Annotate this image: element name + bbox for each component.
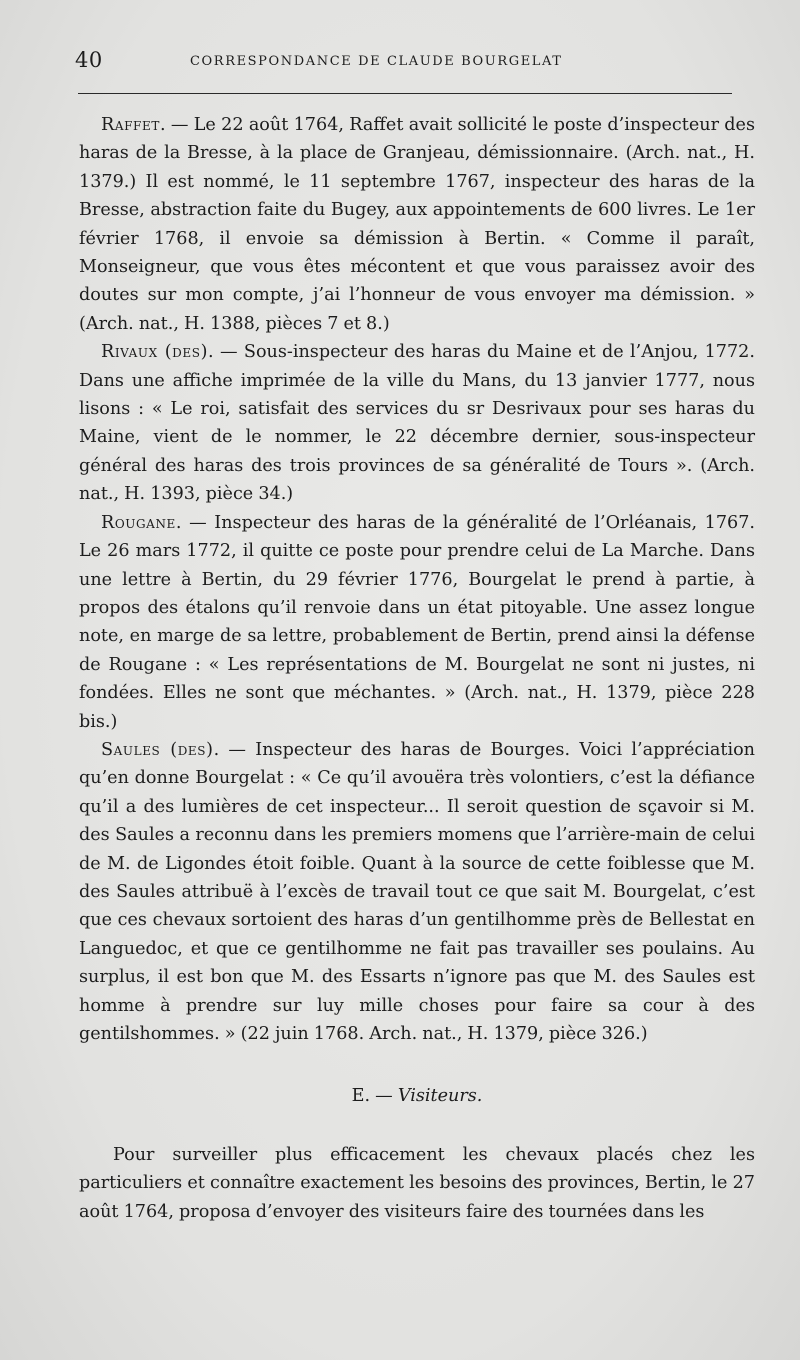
entry-text: . — Le 22 août 1764, Raffet avait sollicité le poste d’inspecteur des haras de la Bresse, à la place de Granjeau, démissionnaire. (Arch. nat., H. 1379.) Il est nommé, le 11 septembre 1767, inspecteur des haras de la Bresse, abstraction faite du Bugey, aux appointements de 600 livres. Le 1er février 1768, il envoie sa démission à Bertin. « Comme il paraît, Monseigneur, que vous êtes mécontent et que vous paraissez avoir des doutes sur mon compte, j’ai l’honneur de vous envoyer ma démission. » (Arch. nat., H. 1388, pièces 7 et 8.) — [79, 115, 755, 334]
page-number: 40 — [75, 48, 103, 72]
header-rule — [78, 93, 732, 94]
section-heading — [79, 1082, 755, 1110]
entry-text: . — Inspecteur des haras de la généralité de l’Orléanais, 1767. Le 26 mars 1772, il quitte ce poste pour prendre celui de La Marche. Dans une lettre à Bertin, du 29 février 1776, Bourgelat le prend à partie, à propos des étalons qu’il renvoie dans un état pitoyable. Une assez longue note, en marge de sa lettre, probablement de Bertin, prend ainsi la défense de Rougane : « Les représentations de M. Bourgelat ne sont ni justes, ni fondées. Elles ne sont que méchantes. » (Arch. nat., H. 1379, pièce 228 bis.) — [79, 512, 755, 732]
closing-paragraph: Pour surveiller plus efficacement les chevaux placés chez les particuliers et connaître exactement les besoins des provinces, Bertin, le 27 août 1764, proposa d’envoyer des visiteurs faire des tournées dans les — [79, 1144, 755, 1222]
entry-rougane — [79, 509, 755, 736]
running-title: CORRESPONDANCE DE CLAUDE BOURGELAT — [190, 54, 563, 69]
section-title: Visiteurs. — [397, 1086, 483, 1107]
page-header — [75, 48, 735, 78]
entry-text: . — Inspecteur des haras de Bourges. Voici l’appréciation qu’en donne Bourgelat : « Ce qu’il avouëra très volontiers, c’est la défiance qu’il a des lumières de cet inspecteur... Il seroit question de sçavoir si M. des Saules a reconnu dans les premiers momens que l’arrière-main de celui de M. de Ligondes étoit foible. Quant à la source de cette foiblesse que M. des Saules attribuë à l’excès de travail tout ce que sait M. Bourgelat, c’est que ces chevaux sortoient des haras d’un gentilhomme près de Bellestat en Languedoc, et que ce gentilhomme ne fait pas travailler ses poulains. Au surplus, il est bon que M. des Essarts n’ignore pas que M. des Saules est homme à prendre sur luy mille choses pour faire sa cour à des gentilshommes. » (22 juin 1768. Arch. nat., H. 1379, pièce 326.) — [79, 739, 756, 1044]
section-letter: E. — — [351, 1086, 393, 1107]
entry-name: Saules (des) — [101, 739, 214, 760]
entry-text: . — Sous-inspecteur des haras du Maine et de l’Anjou, 1772. Dans une affiche imprimée de la ville du Mans, du 13 janvier 1777, nous lisons : « Le roi, satisfait des services du sr Desrivaux pour ses haras du Maine, vient de le nommer, le 22 décembre dernier, sous-inspecteur général des haras des trois provinces de sa généralité de Tours ». (Arch. nat., H. 1393, pièce 34.) — [79, 342, 755, 505]
entry-name: Rougane — [101, 512, 176, 533]
entry-saules — [79, 736, 755, 1048]
entry-raffet — [79, 111, 755, 338]
entry-rivaux — [79, 338, 755, 508]
entry-name: Rivaux (des) — [101, 342, 209, 363]
entry-name: Raffet — [101, 115, 160, 135]
body-text — [79, 111, 755, 1226]
